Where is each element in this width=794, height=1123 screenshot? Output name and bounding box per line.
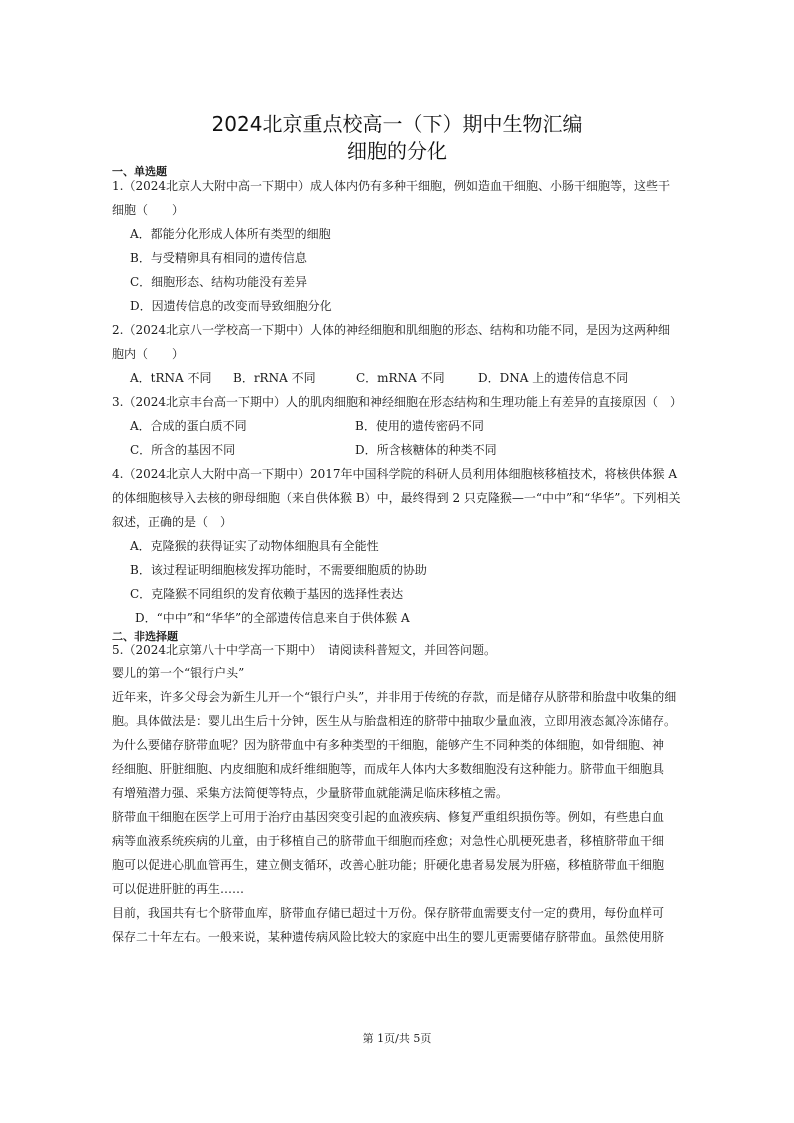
q5-paragraph2-line4: 可以促进肝脏的再生…… — [112, 882, 245, 896]
q1-option-d: D．因遗传信息的改变而导致细胞分化 — [130, 299, 332, 313]
q1-stem-line1: 1.（2024北京人大附中高一下期中）成人体内仍有多种干细胞，例如造血干细胞、小肠干细胞等，这些干 — [112, 179, 670, 193]
q2-option-b: B．rRNA 不同 — [233, 371, 316, 385]
q4-option-a: A．克隆猴的获得证实了动物体细胞具有全能性 — [130, 539, 379, 553]
section-non-choice: 二、非选择题 — [112, 630, 178, 643]
q4-option-d: D．“中中”和“华华”的全部遗传信息来自于供体猴 A — [135, 611, 410, 625]
q2-option-c: C．mRNA 不同 — [356, 371, 445, 385]
q2-option-d: D．DNA 上的遗传信息不同 — [478, 371, 629, 385]
document-subtitle: 细胞的分化 — [347, 139, 447, 163]
q1-option-b: B．与受精卵具有相同的遗传信息 — [130, 251, 307, 265]
q5-article-title: 婴儿的第一个“银行户头” — [112, 666, 245, 680]
q3-option-b: B．使用的遗传密码不同 — [355, 419, 484, 433]
q5-paragraph1-line3: 为什么要储存脐带血呢？因为脐带血中有多种类型的干细胞，能够产生不同种类的体细胞，如骨细胞、神 — [112, 738, 665, 752]
section-single-choice: 一、单选题 — [112, 165, 167, 178]
q5-stem: 5.（2024北京第八十中学高一下期中） 请阅读科普短文，并回答问题。 — [112, 643, 496, 657]
q4-stem-line1: 4.（2024北京人大附中高一下期中）2017年中国科学院的科研人员利用体细胞核移植技术，将核供体猴 A — [112, 467, 678, 481]
q4-stem-line3: 叙述，正确的是（ ） — [112, 515, 233, 529]
q5-paragraph3-line1: 目前，我国共有七个脐带血库，脐带血存储已超过十万份。保存脐带血需要支付一定的费用，每份血样可 — [112, 906, 665, 920]
q2-stem-line1: 2.（2024北京八一学校高一下期中）人体的神经细胞和肌细胞的形态、结构和功能不同，是因为这两种细 — [112, 323, 670, 337]
q4-option-c: C．克隆猴不同组织的发育依赖于基因的选择性表达 — [130, 587, 404, 601]
q5-paragraph2-line1: 脐带血干细胞在医学上可用于治疗由基因突变引起的血液疾病、修复严重组织损伤等。例如，有些患白血 — [112, 810, 665, 824]
q3-option-a: A．合成的蛋白质不同 — [130, 419, 247, 433]
q2-stem-line2: 胞内（ ） — [112, 347, 185, 361]
q4-stem-line2: 的体细胞核导入去核的卵母细胞（来自供体猴 B）中，最终得到 2 只克隆猴—一“中中”和“华华”。下列相关 — [112, 491, 681, 505]
q5-paragraph1-line4: 经细胞、肝脏细胞、内皮细胞和成纤维细胞等，而成年人体内大多数细胞没有这种能力。脐带血干细胞具 — [112, 762, 665, 776]
q1-option-a: A．都能分化形成人体所有类型的细胞 — [130, 227, 331, 241]
q4-option-b: B．该过程证明细胞核发挥功能时，不需要细胞质的协助 — [130, 563, 427, 577]
q3-option-c: C．所含的基因不同 — [130, 443, 236, 457]
q5-paragraph2-line2: 病等血液系统疾病的儿童，由于移植自己的脐带血干细胞而痊愈；对急性心肌梗死患者，移植脐带血干细 — [112, 834, 665, 848]
q5-paragraph1-line1: 近年来，许多父母会为新生儿开一个“银行户头”，并非用于传统的存款，而是储存从脐带和胎盘中收集的细 — [112, 690, 677, 704]
q2-option-a: A．tRNA 不同 — [130, 371, 212, 385]
q5-paragraph3-line2: 保存二十年左右。一般来说，某种遗传病风险比较大的家庭中出生的婴儿更需要储存脐带血。虽然使用脐 — [112, 930, 665, 944]
q3-stem: 3.（2024北京丰台高一下期中）人的肌肉细胞和神经细胞在形态结构和生理功能上有差异的直接原因（ ） — [112, 395, 682, 409]
page-footer: 第 1页/共 5页 — [362, 1032, 432, 1045]
q3-option-d: D．所含核糖体的种类不同 — [355, 443, 497, 457]
q5-paragraph1-line5: 有增殖潜力强、采集方法简便等特点，少量脐带血就能满足临床移植之需。 — [112, 786, 509, 800]
q1-option-c: C．细胞形态、结构功能没有差异 — [130, 275, 308, 289]
q5-paragraph1-line2: 胞。具体做法是：婴儿出生后十分钟，医生从与胎盘相连的脐带中抽取少量血液，立即用液态氮冷冻储存。 — [112, 714, 677, 728]
q1-stem-line2: 细胞（ ） — [112, 203, 185, 217]
document-title: 2024北京重点校高一（下）期中生物汇编 — [211, 112, 583, 136]
q5-paragraph2-line3: 胞可以促进心肌血管再生，建立侧支循环，改善心脏功能；肝硬化患者易发展为肝癌，移植脐带血干细胞 — [112, 858, 665, 872]
